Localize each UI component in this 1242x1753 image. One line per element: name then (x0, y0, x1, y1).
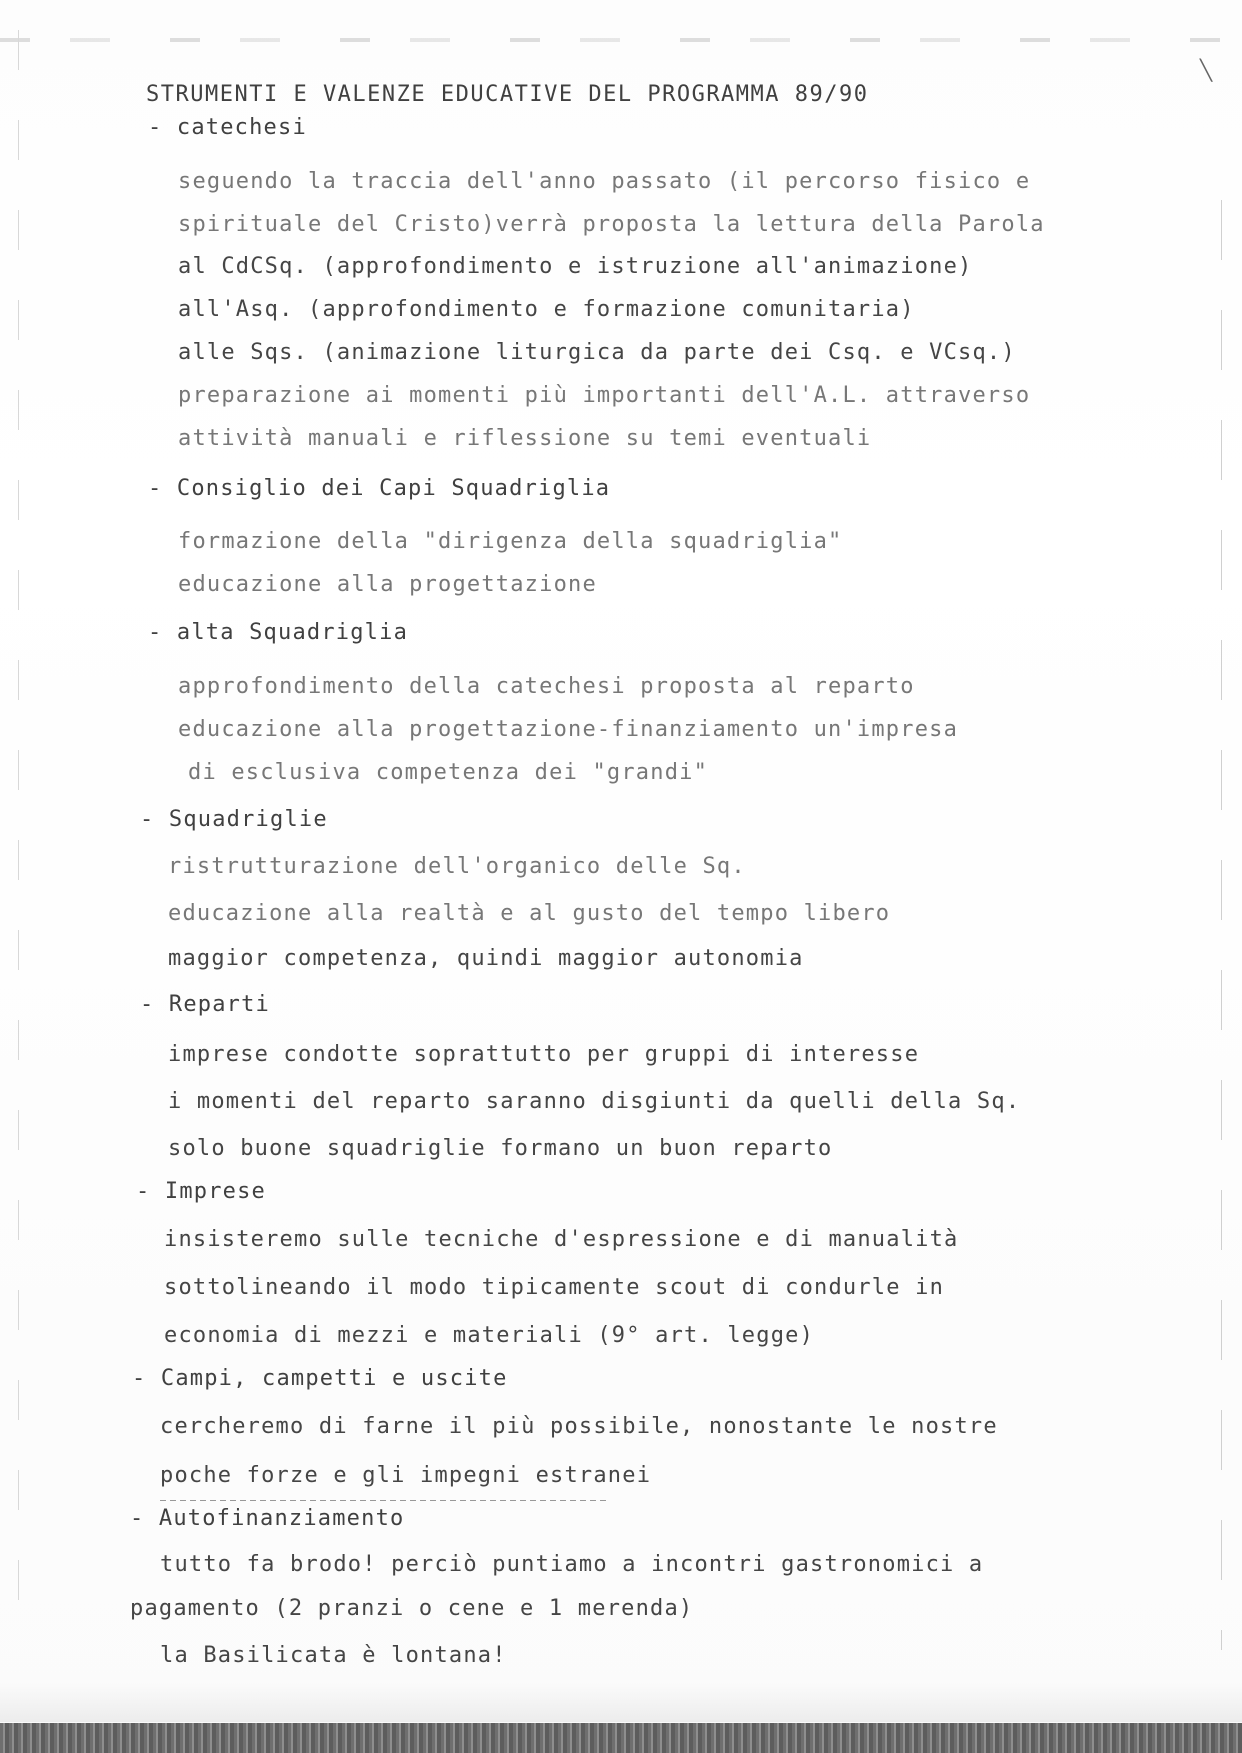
body-line: economia di mezzi e materiali (9° art. legge) (164, 1323, 815, 1348)
scan-edge-right (1221, 200, 1222, 1650)
scan-edge-left (18, 30, 19, 1630)
body-line: educazione alla progettazione-finanziamento un'impresa (178, 717, 959, 742)
body-line: tutto fa brodo! perciò puntiamo a incontri gastronomici a (160, 1552, 984, 1577)
section-heading: - Reparti (140, 992, 271, 1017)
body-line: poche forze e gli impegni estranei (160, 1463, 652, 1488)
scan-bottom-bar (0, 1723, 1242, 1753)
body-line: attività manuali e riflessione su temi eventuali (178, 426, 872, 451)
body-line: approfondimento della catechesi proposta al reparto (178, 674, 915, 699)
body-line: la Basilicata è lontana! (160, 1643, 507, 1668)
document-title: STRUMENTI E VALENZE EDUCATIVE DEL PROGRAMMA 89/90 (146, 82, 869, 107)
section-heading: - Autofinanziamento (130, 1506, 405, 1531)
body-line: all'Asq. (approfondimento e formazione comunitaria) (178, 297, 915, 322)
body-line: seguendo la traccia dell'anno passato (il percorso fisico e (178, 169, 1031, 194)
body-line: pagamento (2 pranzi o cene e 1 merenda) (130, 1596, 694, 1621)
body-line: preparazione ai momenti più importanti dell'A.L. attraverso (178, 383, 1031, 408)
body-line: ristrutturazione dell'organico delle Sq. (168, 854, 746, 879)
body-line: maggior competenza, quindi maggior autonomia (168, 946, 804, 971)
corner-mark-icon: ╲ (1199, 58, 1212, 82)
section-heading: - Campi, campetti e uscite (132, 1366, 508, 1391)
body-line: educazione alla progettazione (178, 572, 597, 597)
section-heading: - Consiglio dei Capi Squadriglia (148, 476, 611, 501)
body-line: alle Sqs. (animazione liturgica da parte dei Csq. e VCsq.) (178, 340, 1016, 365)
scan-shadow (0, 1682, 1242, 1722)
body-line: spirituale del Cristo)verrà proposta la lettura della Parola (178, 212, 1045, 237)
body-line: solo buone squadriglie formano un buon reparto (168, 1136, 833, 1161)
section-heading: - Squadriglie (140, 807, 328, 832)
section-heading: - Imprese (136, 1179, 267, 1204)
section-heading: - alta Squadriglia (148, 620, 409, 645)
body-line: cercheremo di farne il più possibile, nonostante le nostre (160, 1414, 998, 1439)
body-line: formazione della "dirigenza della squadriglia" (178, 529, 843, 554)
scan-noise-top (0, 38, 1242, 42)
body-line: al CdCSq. (approfondimento e istruzione all'animazione) (178, 254, 973, 279)
body-line: i momenti del reparto saranno disgiunti da quelli della Sq. (168, 1089, 1021, 1114)
body-line: sottolineando il modo tipicamente scout di condurle in (164, 1275, 945, 1300)
body-line: di esclusiva competenza dei "grandi" (188, 760, 709, 785)
body-line: imprese condotte soprattutto per gruppi di interesse (168, 1042, 920, 1067)
section-heading: - catechesi (148, 115, 307, 140)
body-line: insisteremo sulle tecniche d'espressione e di manualità (164, 1227, 959, 1252)
dashed-underline (160, 1500, 610, 1501)
body-line: educazione alla realtà e al gusto del tempo libero (168, 901, 891, 926)
